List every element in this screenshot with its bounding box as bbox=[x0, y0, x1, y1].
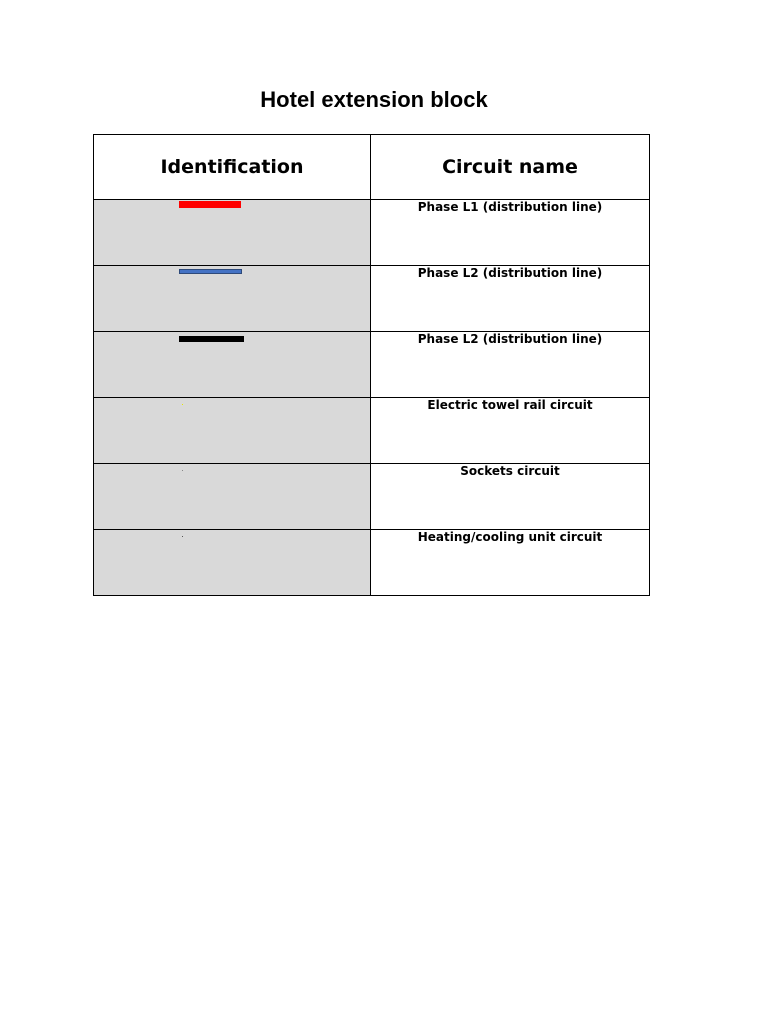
color-swatch bbox=[182, 470, 183, 471]
identification-cell bbox=[94, 332, 371, 398]
table-row bbox=[94, 530, 650, 596]
circuit-name-cell: Electric towel rail circuit bbox=[371, 398, 650, 464]
color-swatch bbox=[179, 269, 242, 274]
table-row bbox=[94, 266, 650, 332]
table-header-row bbox=[94, 135, 650, 200]
identification-cell bbox=[94, 266, 371, 332]
circuit-name-cell: Heating/cooling unit circuit bbox=[371, 530, 650, 596]
document-title: Hotel extension block bbox=[260, 87, 488, 112]
identification-cell bbox=[94, 530, 371, 596]
identification-cell bbox=[94, 398, 371, 464]
color-swatch bbox=[179, 201, 241, 208]
circuit-name-header: Circuit name bbox=[371, 135, 650, 200]
circuit-name-cell: Phase L2 (distribution line) bbox=[371, 266, 650, 332]
color-swatch bbox=[182, 404, 183, 405]
identification-cell bbox=[94, 464, 371, 530]
table-row bbox=[94, 200, 650, 266]
color-swatch bbox=[182, 536, 183, 537]
circuit-name-cell: Phase L2 (distribution line) bbox=[371, 332, 650, 398]
identification-header: Identification bbox=[94, 135, 371, 200]
identification-cell bbox=[94, 200, 371, 266]
table-row bbox=[94, 332, 650, 398]
color-swatch bbox=[179, 336, 244, 342]
table-row bbox=[94, 398, 650, 464]
circuit-table bbox=[93, 134, 650, 596]
circuit-name-cell: Sockets circuit bbox=[371, 464, 650, 530]
circuit-name-cell: Phase L1 (distribution line) bbox=[371, 200, 650, 266]
table-row bbox=[94, 464, 650, 530]
